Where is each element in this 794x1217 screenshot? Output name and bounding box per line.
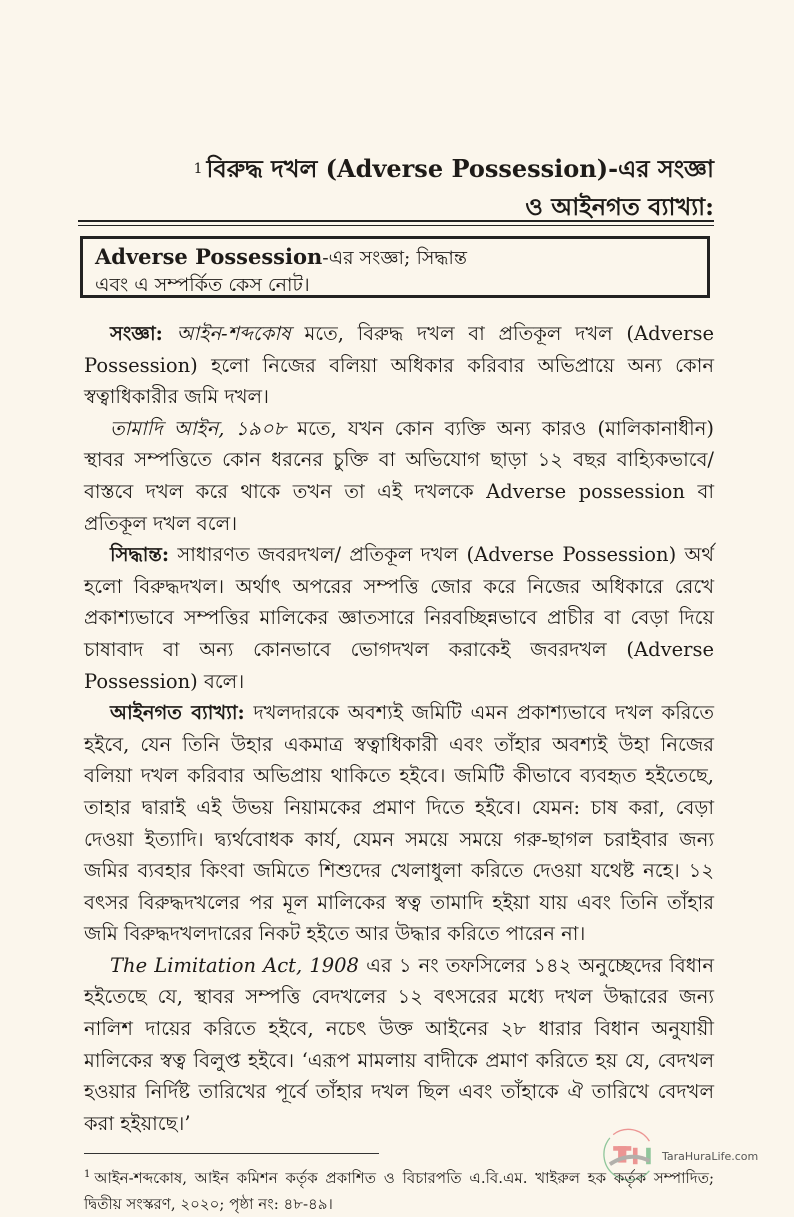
source-name: আইন-শব্দকোষ [176, 322, 291, 345]
section-heading [194, 150, 714, 226]
double-rule-divider [78, 220, 714, 226]
paragraph-limitation-act [84, 950, 714, 1140]
paragraph-legal-explanation [84, 697, 714, 950]
paragraph-text: সাধারণত জবরদখল/ প্রতিকূল দখল (Adverse Possession) অর্থ হলো বিরুদ্ধদখল। অর্থাৎ অপরের সম্পত্তি জোর করে নিজের অধিকারে রেখে প্রকাশ্যভাবে সম্পত্তির মালিকের জ্ঞাতসারে নিরবচ্ছিন্নভাবে প্রাচীর বা বেড়া দিয়ে চাষাবাদ বা অন্য কোনভাবে ভোগদখল করাকেই জবরদখল (Adverse Possession) বলে। [84, 543, 714, 693]
paragraph-text: মতে, বিরুদ্ধ দখল বা প্রতিকূল দখল (Adverse Possession) হলো নিজের বলিয়া অধিকার করিবার অভিপ্রায়ে অন্য কোন স্বত্বাধিকারীর জমি দখল। [84, 322, 714, 409]
footnote-marker: 1 [193, 161, 203, 177]
label-decision: সিদ্ধান্ত: [110, 543, 170, 567]
paragraph-text: এর ১ নং তফসিলের ১৪২ অনুচ্ছেদের বিধান হইতেছে যে, স্থাবর সম্পত্তি বেদখলের ১২ বৎসরের মধ্যে দখল উদ্ধারের জন্য নালিশ দায়ের করিতে হইবে, নচেৎ উক্ত আইনের ২৮ ধারার বিধান অনুযায়ী মালিকের স্বত্ব বিলুপ্ত হইবে। ‘এরূপ মামলায় বাদীকে প্রমাণ করিতে হয় যে, বেদখল হওয়ার নির্দিষ্ট তারিখের পূর্বে তাঁহার দখল ছিল এবং তাঁহাকে ঐ তারিখে বেদখল করা হইয়াছে।’ [84, 953, 714, 1135]
box-line-2: এবং এ সম্পর্কিত কেস নোট। [95, 274, 310, 296]
paragraph-definition [84, 318, 714, 413]
footnote-number: 1 [84, 1169, 91, 1181]
watermark-site: TaraHuraLife.com [662, 1150, 759, 1163]
box-title-rest: -এর সংজ্ঞা; সিদ্ধান্ত [322, 247, 468, 269]
act-name: The Limitation Act, 1908 [110, 953, 359, 977]
heading-line-1: বিরুদ্ধ দখল (Adverse Possession)-এর সংজ্ঞা [206, 154, 714, 183]
law-name: তামাদি আইন, ১৯০৮ [110, 416, 287, 440]
label-definition: সংজ্ঞা: [110, 322, 163, 345]
footnote-rule [84, 1153, 379, 1154]
label-legal-explanation: আইনগত ব্যাখ্যা: [110, 701, 245, 725]
body-text [84, 318, 714, 1139]
text-flow [84, 318, 714, 1217]
subsection-box [80, 236, 710, 298]
paragraph-decision [84, 539, 714, 697]
paragraph-text: দখলদারকে অবশ্যই জমিটি এমন প্রকাশ্যভাবে দখল করিতে হইবে, যেন তিনি উহার একমাত্র স্বত্বাধিকারী এবং তাঁহার অবশ্যই উহা নিজের বলিয়া দখল করিবার অভিপ্রায় থাকিতে হইবে। জমিটি কীভাবে ব্যবহৃত হইতেছে, তাহার দ্বারাই এই উভয় নিয়ামকের প্রমাণ দিতে হইবে। যেমন: চাষ করা, বেড়া দেওয়া ইত্যাদি। দ্ব্যর্থবোধক কার্য, যেমন সময়ে সময়ে গরু-ছাগল চরাইবার জন্য জমির ব্যবহার কিংবা জমিতে শিশুদের খেলাধুলা করিতে দেওয়া যথেষ্ট নহে। ১২ বৎসর বিরুদ্ধদখলের পর মূল মালিকের স্বত্ব তামাদি হইয়া যায় এবং তিনি তাঁহার জমি বিরুদ্ধদখলদারের নিকট হইতে আর উদ্ধার করিতে পারেন না। [84, 701, 714, 946]
footnote-text: আইন-শব্দকোষ, আইন কমিশন কর্তৃক প্রকাশিত ও বিচারপতি এ.বি.এম. খাইরুল হক কর্তৃক সম্পাদিত; দ্বিতীয় সংস্করণ, ২০২০; পৃষ্ঠা নং: ৪৮-৪৯। [84, 1169, 714, 1214]
paragraph-text: মতে, যখন কোন ব্যক্তি অন্য কারও (মালিকানাধীন) স্থাবর সম্পত্তিতে কোন ধরনের চুক্তি বা অভিযোগ ছাড়া ১২ বছর বাহ্যিকভাবে/ বাস্তবে দখল করে থাকে তখন তা এই দখলকে Adverse possession বা প্রতিকূল দখল বলে। [84, 416, 715, 535]
paragraph-limitation-law [84, 413, 714, 539]
heading-line-2: ও আইনগত ব্যাখ্যা: [525, 192, 714, 221]
box-title-en: Adverse Possession [95, 244, 323, 269]
footnote [84, 1162, 714, 1217]
